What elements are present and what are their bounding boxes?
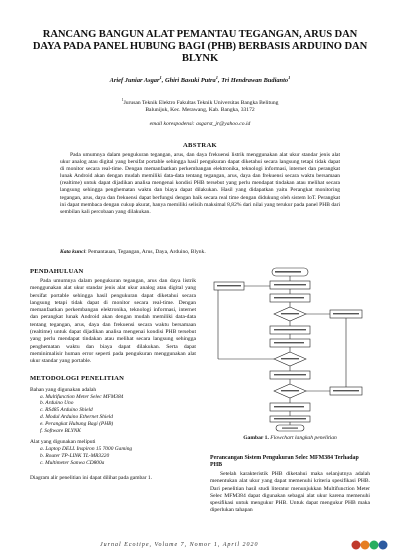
flowchart-box-label [281,358,299,359]
flowchart-box-label [274,284,306,285]
flowchart-figure [210,266,370,432]
list-item: c. RS485 Arduino Shield [40,407,93,414]
paper-title: RANCANG BANGUN ALAT PEMANTAU TEGANGAN, ARUS DAN DAYA PADA PANEL HUBUNG BAGI (PHB) BERBASIS ARDUINO DAN BLYNK [32,29,368,65]
journal-logo [350,539,390,550]
affiliation-line: Jurusan Teknik Elektro Fakultas Teknik Universitas Bangka Belitung [123,99,279,106]
keywords [60,249,340,256]
flowchart-box-label [282,428,298,429]
list-item: a. Laptop DELL Inspiron 15 7000 Gaming [40,446,133,453]
correspondence-email: email korespodensi: asgarst_jr@yahoo.co.id [149,121,251,127]
author-name: Arief Juniar Asgar [109,77,160,85]
abstract-text: Pada umumnya dalam pengukuran tegangan, arus, dan daya frekuensi listrik menggunakan alat ukur standar jenis alat ukur analog atau digital yang bersifat portable sehingga hasil pengukuran dapat diketahui secara langsung tetapi tidak dapat di monitor secara real-time. Dengan memanfaatkan perkembangan elektronika, teknologi informasi, internet dan perangkat lunak Android akan dengan mudah memiliki data-data tentang tegangan, arus, daya dan frekuensi secara waktu bersamaan (realtime) untuk dapat dijadikan analisa mengenai kondisi PHB tersebut yang perlu mendapat tindakan atau melihat secara langsung sehingga penghematan waktu dan biaya dapat dilakukan. Hasil yang didapatkan yaitu Perangkat monitoring tegangan, arus, daya dan frekuensi dapat berfungsi dengan baik secara real time dengan didukung oleh sistem IoT. Perangkat ini dapat membaca dengan cukup akurat, hanya memiliki selisih maksimal 8,82% dari nilai yang terukur pada panel PHB dari sembilan kali percobaan yang dilakukan. [60,152,340,215]
flowchart-box-label [274,406,304,407]
list-item: f. Software BLYNK [40,427,81,434]
section-heading-method: METODOLOGI PENELITIAN [30,374,125,382]
intro-paragraph [30,278,196,366]
flowchart-box-label [274,342,304,343]
diagram-note: Diagram alir penelitian ini dapat dilihat pada gambar 1. [30,474,153,481]
author-name: Ghiri Basuki Putra [164,77,216,85]
flowchart-box-label [274,329,306,330]
figure-caption-label: Gambar 1. [243,435,269,441]
figure-caption [210,435,370,441]
left-column [30,268,196,482]
subsection-heading: Perancangan Sistem Pengukuran Selec MFM384 Terhadap PHB [210,455,359,468]
affiliation [100,96,300,114]
affiliation-line: Balunijuk, Kec. Merawang, Kab. Bangka, 33172 [145,106,255,113]
flowchart-box-label [274,297,304,298]
materials-list [30,394,196,435]
author-superscript: 1 [159,75,162,80]
author-superscript: 1 [215,75,218,80]
flowchart-box-label [281,313,299,314]
list-item: a. Multifunction Meter Selec MFM384 [40,393,124,400]
design-text: Setelah karakteristik PHB diketahui maka selanjutnya adalah menentukan alat ukur yang dapat memenuhi kriteria spesifikasi PHB. Dari penelitian hasil studi literatur menunjukkan Multifunction Meter Selec MFM384 dapat digunakan sebagai alat ukur karena memenuhi spesifikasi untuk mengukur PHB. Untuk dapat mengukur PHB maka diperlukan tahapan [210,471,370,514]
author-name: Tri Hendrawan Budianto [221,77,289,85]
flowchart-box-label [333,390,359,391]
list-item: c. Multimeter Sanwa CD800a [40,459,105,466]
tools-intro: Alat yang digunakan meliputi [30,439,96,446]
design-paragraph [210,471,370,515]
section-heading-intro: PENDAHULUAN [30,268,84,275]
abstract-heading: ABSTRAK [183,142,217,149]
flowchart-box-label [274,374,306,375]
keywords-label: Kata kunci [60,249,86,255]
footer-journal-text: Jurnal Ecotipe, Volume 7, Nomor 1, April 2020 [100,542,259,548]
keywords-text: : Pemantauan, Tegangan, Arus, Daya, Arduino, Blynk. [85,249,206,255]
right-column [210,455,370,515]
flowchart-box-label [333,313,359,314]
flowchart-box-label [275,271,301,273]
affiliation-superscript: 1 [121,97,124,102]
tools-list [30,446,196,466]
list-item: b. Arduino Uno [40,400,74,407]
intro-text: Pada umumnya dalam pengukuran tegangan, arus dan daya listrik menggunakan alat ukur standar jenis alat ukur analog atau digital yang bersifat portable sehingga hasil pengukuran dapat diketahui secara langsung tetapi tidak dapat di monitor secara real-time. Dengan memanfaatkan perkembangan elektronika, teknologi informasi, internet dan perangkat lunak Android akan dengan mudah memiliki data-data tentang tegangan, arus, daya dan frekuensi secara waktu bersamaan (realtime) untuk dapat dijadikan analisa mengenai kondisi PHB tersebut yang perlu mendapat tindakan atau melihat secara langsung sehingga penghematan waktu dan biaya dapat dilakukan. Serta dapat meminimalisir human error seperti pada pengukuran menggunakan alat ukur standar yang portable. [30,278,196,365]
list-item: e. Perangkat Hubung Bagi (PHB) [40,420,114,427]
list-item: d. Modul Arduino Ethernet Shield [40,413,113,420]
figure-caption-text: Flowchart langkah penelitian [268,435,337,441]
author-superscript: 1 [288,75,291,80]
list-item: b. Router TP-LINK TL-MR3220 [40,453,110,460]
abstract-body [60,152,340,216]
materials-intro: Bahan yang digunakan adalah [30,386,97,393]
flowchart-box-label [217,285,241,286]
flowchart-box-label [281,390,299,391]
author-line: Arief Juniar Asgar$^1$, Ghiri Basuki Putra$^1$, Tri Hendrawan Budianto$^1$ [109,75,291,85]
flowchart-box-label [274,418,306,419]
